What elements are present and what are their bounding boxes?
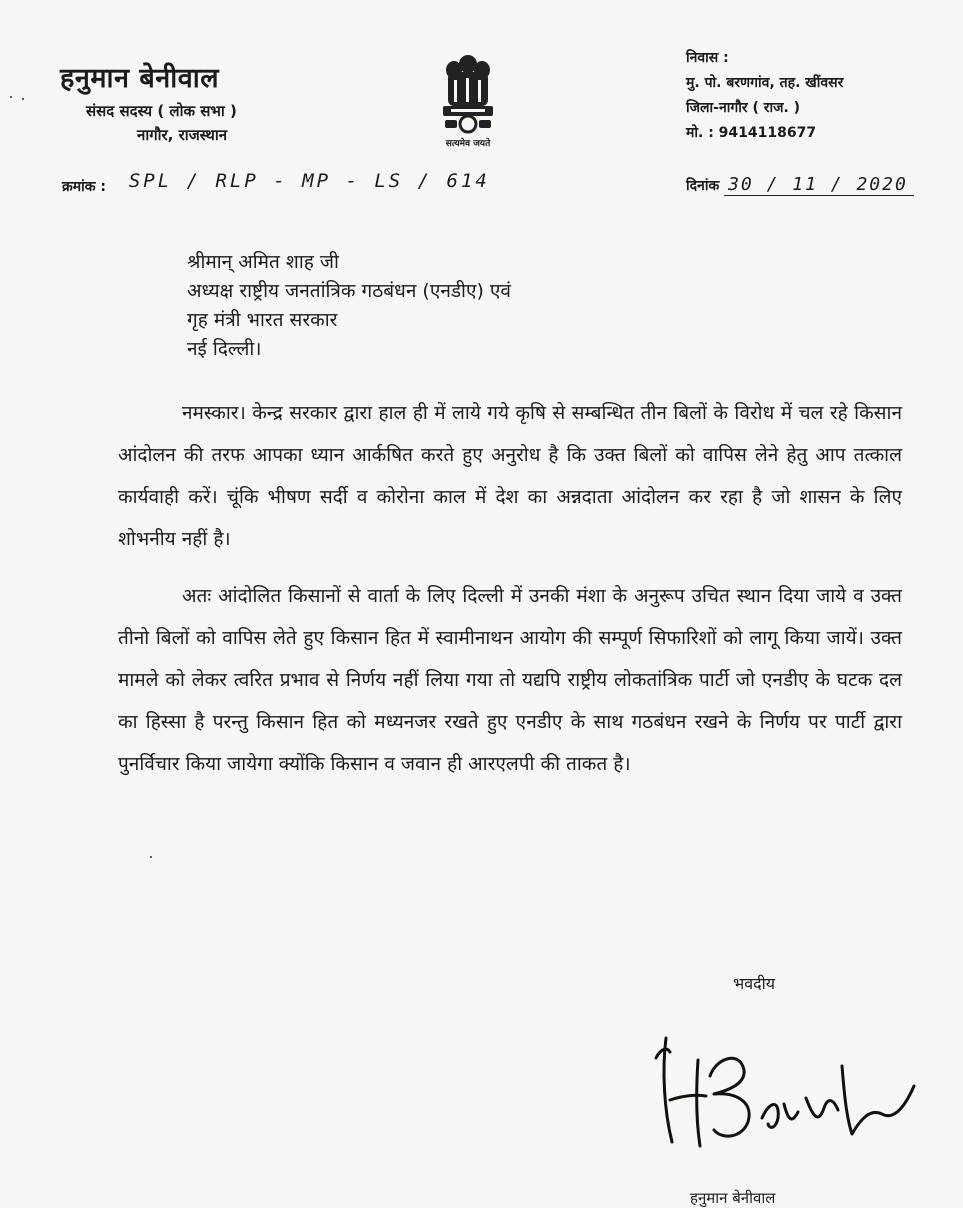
date-label: दिनांक (686, 178, 720, 194)
sender-designation: संसद सदस्य ( लोक सभा ) (86, 102, 237, 120)
reference-number (62, 170, 490, 196)
body-paragraph-1 (118, 392, 902, 560)
residence-phone: मो. : 9414118677 (686, 125, 817, 141)
handwritten-signature (652, 1030, 952, 1150)
paragraph-1-text: नमस्कार। केन्द्र सरकार द्वारा हाल ही में लाये गये कृषि से सम्बन्धित तीन बिलों के विरोध में चल रहे किसान आंदोलन की तरफ आपका ध्यान आर्कषित करते हुए अनुरोध है कि उक्त बिलों को वापिस लेने हेतु आप तत्काल कार्यवाही करें। चूंकि भीषण सर्दी व कोरोना काल में देश का अन्नदाता आंदोलन कर रहा है जो शासन के लिए शोभनीय नहीं है। (118, 402, 902, 550)
scan-speck (22, 98, 24, 100)
scan-speck (150, 856, 152, 858)
addressee-line: नई दिल्ली। (187, 338, 262, 360)
lion-capital-icon (437, 50, 499, 136)
residence-label: निवास : (686, 50, 729, 66)
paragraph-2-text: अतः आंदोलित किसानों से वार्ता के लिए दिल्ली में उनकी मंशा के अनुरूप उचित स्थान दिया जाये व उक्त तीनो बिलों को वापिस लेते हुए किसान हित में स्वामीनाथन आयोग की सम्पूर्ण सिफारिशों को लागू किया जायें। उक्त मामले को लेकर त्वरित प्रभाव से निर्णय नहीं लिया गया तो यद्यपि राष्ट्रीय लोकतांत्रिक पार्टी जो एनडीए के घटक दल का हिस्सा है परन्तु किसान हित को मध्यनजर रखते हुए एनडीए के साथ गठबंधन रखने के निर्णय पर पार्टी द्वारा पुनर्विचार किया जायेगा क्योंकि किसान व जवान ही आरएलपी की ताकत है। (118, 585, 902, 775)
addressee-line: गृह मंत्री भारत सरकार (187, 309, 338, 331)
reference-value: SPL / RLP - MP - LS / 614 (128, 170, 490, 192)
signer-name: हनुमान बेनीवाल (690, 1189, 776, 1207)
residence-block (686, 46, 843, 146)
residence-address-line-2: जिला-नागौर ( राज. ) (686, 100, 801, 116)
addressee-line: श्रीमान् अमित शाह जी (187, 251, 339, 273)
addressee-block (187, 248, 511, 364)
closing-salutation: भवदीय (733, 974, 776, 993)
body-paragraph-2 (118, 575, 902, 785)
sender-constituency: नागौर, राजस्थान (137, 126, 228, 144)
date-value: 30 / 11 / 2020 (724, 174, 914, 196)
letterhead-sender (60, 58, 237, 145)
sender-name: हनुमान बेनीवाल (60, 63, 220, 94)
residence-address-line-1: मु. पो. बरणगांव, तह. खींवसर (686, 75, 844, 91)
addressee-line: अध्यक्ष राष्ट्रीय जनतांत्रिक गठबंधन (एनडीए) एवं (187, 280, 511, 302)
state-emblem (432, 50, 504, 149)
emblem-motto: सत्यमेव जयते (445, 139, 491, 149)
letter-date (686, 174, 914, 195)
scan-speck (10, 96, 12, 98)
reference-label: क्रमांक : (62, 179, 106, 195)
